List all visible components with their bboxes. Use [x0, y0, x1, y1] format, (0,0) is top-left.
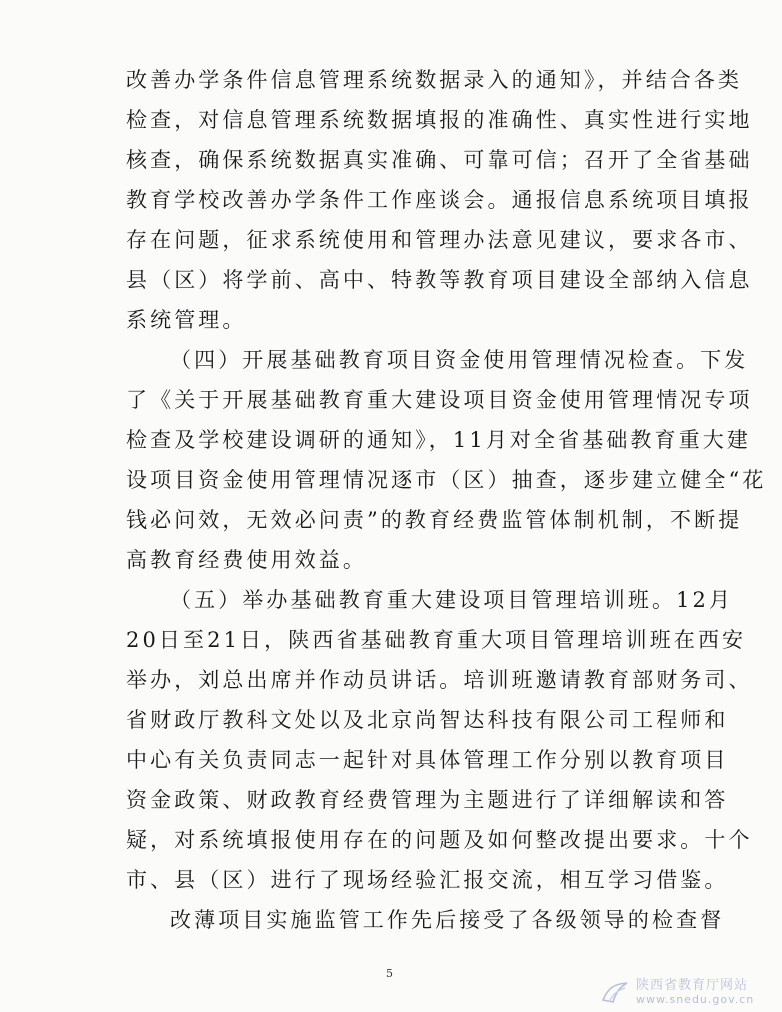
body-text-line: 检查，对信息管理系统数据填报的准确性、真实性进行实地 — [126, 108, 753, 132]
body-text-line: 市、县（区）进行了现场经验汇报交流，相互学习借鉴。 — [126, 868, 729, 892]
body-text-line: 检查及学校建设调研的通知》，11月对全省基础教育重大建 — [126, 428, 751, 452]
body-text-line: 钱必问效，无效必问责”的教育经费监管体制机制，不断提 — [126, 508, 743, 532]
watermark-site-name: 陕西省教育厅网站 — [636, 978, 749, 993]
body-text-line: 系统管理。 — [126, 308, 247, 332]
body-text-line: 资金政策、财政教育经费管理为主题进行了详细解读和答 — [126, 788, 729, 812]
body-text-line: 设项目资金使用管理情况逐市（区）抽查，逐步建立健全“花 — [126, 468, 767, 492]
body-text-line: 改薄项目实施监管工作先后接受了各级领导的检查督 — [170, 908, 725, 932]
body-text-line: 高教育经费使用效益。 — [126, 548, 367, 572]
body-text-line: 改善办学条件信息管理系统数据录入的通知》，并结合各类 — [126, 68, 743, 92]
site-watermark — [596, 974, 782, 1012]
section-heading-5: （五）举办基础教育重大建设项目管理培训班。12月 — [170, 588, 734, 612]
body-text-line: 存在问题，征求系统使用和管理办法意见建议，要求各市、 — [126, 228, 753, 252]
body-text-line: 20日至21日，陕西省基础教育重大项目管理培训班在西安 — [126, 628, 747, 652]
body-text-line: 中心有关负责同志一起针对具体管理工作分别以教育项目 — [126, 748, 729, 772]
page-number: 5 — [386, 967, 393, 980]
body-text-line: 省财政厅教科文处以及北京尚智达科技有限公司工程师和 — [126, 708, 729, 732]
body-text-line: 了《关于开展基础教育重大建设项目资金使用管理情况专项 — [126, 388, 753, 412]
section-heading-4: （四）开展基础教育项目资金使用管理情况检查。下发 — [170, 348, 749, 372]
body-text-line: 核查，确保系统数据真实准确、可靠可信；召开了全省基础 — [126, 148, 753, 172]
body-text-line: 疑，对系统填报使用存在的问题及如何整改提出要求。十个 — [126, 828, 753, 852]
body-text-line: 举办，刘总出席并作动员讲话。培训班邀请教育部财务司、 — [126, 668, 753, 692]
body-text-line: 教育学校改善办学条件工作座谈会。通报信息系统项目填报 — [126, 188, 753, 212]
watermark-url: www.snedu.gov.cn — [636, 993, 755, 1006]
body-text-line: 县（区）将学前、高中、特教等教育项目建设全部纳入信息 — [126, 268, 753, 292]
education-bureau-logo-icon — [600, 980, 630, 1010]
